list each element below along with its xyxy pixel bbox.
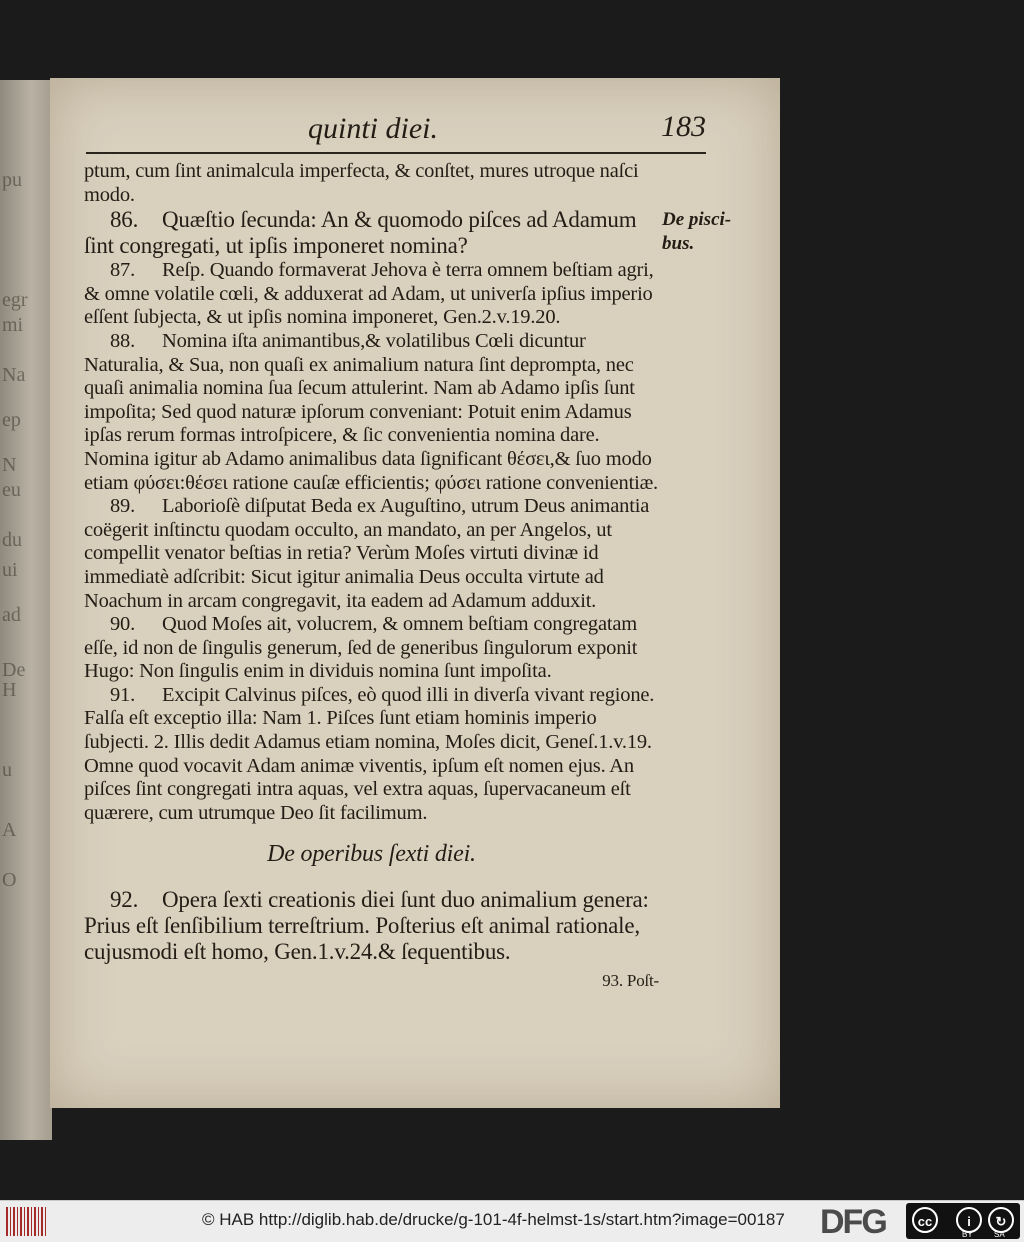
cc-license-badge[interactable] — [906, 1203, 1020, 1239]
section-heading: De operibus ſexti diei. — [267, 841, 476, 868]
hab-barcode-icon — [6, 1207, 46, 1236]
page-body — [84, 160, 659, 993]
viewer-footer — [0, 1200, 1024, 1242]
cc-icon: cc — [912, 1207, 938, 1233]
source-link[interactable]: © HAB http://diglib.hab.de/drucke/g-101-4f-helmst-1s/start.htm?image=00187 — [202, 1210, 785, 1229]
paragraph-continuation: ptum, cum ſint animalcula imperfecta, & conſtet, mures utroque naſci modo. — [84, 160, 639, 206]
by-attribution-icon: i — [956, 1207, 982, 1233]
dfg-logo: DFG — [820, 1203, 886, 1241]
paragraph-92: 92. Opera ſexti creationis diei ſunt duo animalium genera: Prius eſt ſenſibilium terreſtrium. Poſterius eſt animal rationale, cujusmodi eſt homo, Gen.1.v.24.& ſequentibus. — [84, 887, 649, 965]
paragraph-90: 90. Quod Moſes ait, volucrem, & omnem beſtiam congregatam eſſe, id non de ſingulis generum, ſed de generibus ſingulorum exponit Hugo: Non ſingulis enim in dividuis nomina ſunt impoſita. — [84, 613, 638, 683]
paragraph-86: 86. Quæſtio ſecunda: An & quomodo piſces ad Adamum ſint congregati, ut ipſis imponeret nomina? — [84, 207, 637, 259]
share-alike-icon: ↻ — [988, 1207, 1014, 1233]
paragraph-89: 89. Laborioſè diſputat Beda ex Auguſtino, utrum Deus animantia coëgerit inſtinctu quodam occulto, an mandato, an per Angelos, ut compellit venator beſtias in retia? Verùm Moſes virtuti divinæ id immediatè adſcribit: Sicut igitur animalia Deus occulta virtute ad Noachum in arcam congregavit, ita eadem ad Adamum adduxit. — [84, 495, 650, 612]
catchword: 93. Poſt- — [602, 971, 659, 991]
sa-label: SA — [994, 1230, 1005, 1239]
by-label: BY — [962, 1230, 973, 1239]
page-number: 183 — [661, 110, 706, 143]
paragraph-87: 87. Reſp. Quando formaverat Jehova è terra omnem beſtiam agri, & omne volatile cœli, & adduxerat ad Adam, ut univerſa ipſius imperio eſſent ſubjecta, & ut ipſis nomina imponeret, Gen.2.v.19.20. — [84, 259, 654, 329]
running-title: quinti diei. — [308, 112, 438, 145]
paragraph-88: 88. Nomina iſta animantibus,& volatilibus Cœli dicuntur Naturalia, & Sua, non quaſi ex animalium natura ſint deprompta, nec quaſi animalia nomina ſua ſecum attulerint. Nam ab Adamo ipſis ſunt impoſita; Sed quod naturæ ipſorum conveniant: Potuit enim Adamus ipſas rerum formas introſpicere, & ſic convenientia nomina dare. Nomina igitur ab Adamo animalibus data ſignificant θέσει,& ſuo modo etiam φύσει:θέσει ratione cauſæ efficientis; φύσει ratione convenientiæ. — [84, 329, 658, 494]
previous-page-edge: pu egr mi Na ep N eu du ui ad De H u A O — [0, 80, 52, 1140]
book-page — [50, 78, 780, 1108]
paragraph-91: 91. Excipit Calvinus piſces, eò quod illi in diverſa vivant regione. Falſa eſt exceptio illa: Nam 1. Piſces ſunt etiam hominis imperio ſubjecti. 2. Illis dedit Adamus etiam nomina, Moſes dicit, Geneſ.1.v.19. Omne quod vocavit Adam animæ viventis, ipſum eſt nomen ejus. An piſces ſint congregati intra aquas, vel extra aquas, ſupervacaneum eſt quærere, cum utrumque Deo ſit facilimum. — [84, 683, 655, 824]
margin-note: De pisci-bus. — [662, 209, 732, 254]
running-header — [86, 108, 706, 154]
